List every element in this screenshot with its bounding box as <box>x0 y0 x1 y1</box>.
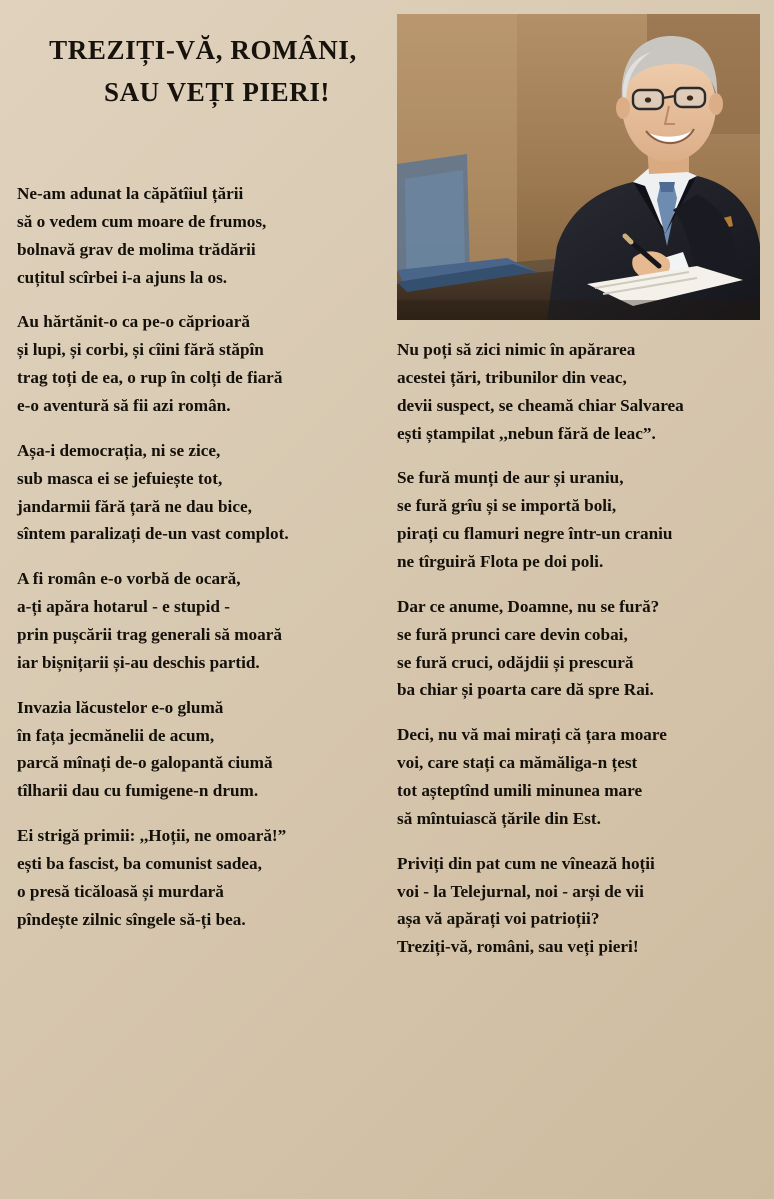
verse-line: o presă ticăloasă și murdară <box>17 881 224 901</box>
verse-line: acestei țări, tribunilor din veac, <box>397 367 627 387</box>
verse-line: Nu poți să zici nimic în apărarea <box>397 340 636 359</box>
verse-line: în fața jecmănelii de acum, <box>17 725 215 745</box>
stanza <box>397 336 765 447</box>
verse-line: se fură grîu și se importă boli, <box>397 496 617 516</box>
verse-line: prin pușcării trag generali să moară <box>17 625 282 645</box>
verse-line: sîntem paralizați de-un vast complot. <box>17 524 289 544</box>
stanza <box>17 180 389 291</box>
poem-left-column <box>17 180 389 934</box>
verse-line: tîlharii dau cu fumigene-n drum. <box>17 781 259 801</box>
verse-line: parcă mînați de-o galopantă ciumă <box>17 753 273 773</box>
verse-line: Priviți din pat cum ne vînează hoții <box>397 853 655 873</box>
verse-line: să o vedem cum moare de frumos, <box>17 211 267 231</box>
poem-right-column <box>397 336 765 961</box>
verse-line: bolnavă grav de molima trădării <box>17 239 256 259</box>
verse-line: voi - la Telejurnal, noi - arși de vii <box>397 881 644 901</box>
verse-line: sub masca ei se jefuiește tot, <box>17 468 223 488</box>
verse-line: ești ba fascist, ba comunist sadea, <box>17 854 262 874</box>
verse-line: e-o aventură să fii azi român. <box>17 396 231 416</box>
verse-line: și lupi, și corbi, și cîini fără stăpîn <box>17 340 264 360</box>
verse-line: ești ștampilat ,,nebun fără de leac”. <box>397 423 656 443</box>
verse-line: cuțitul scîrbei i-a ajuns la os. <box>17 267 228 287</box>
stanza <box>17 694 389 805</box>
verse-line: A fi român e-o vorbă de ocară, <box>17 569 241 589</box>
verse-line: ne tîrguiră Flota pe doi poli. <box>397 552 604 572</box>
verse-line: așa vă apărați voi patrioții? <box>397 909 600 929</box>
verse-line: Ei strigă primii: ,,Hoții, ne omoară!” <box>17 826 287 846</box>
verse-line: voi, care stați ca mămăliga-n țest <box>397 753 638 773</box>
verse-line: să mîntuiască țările din Est. <box>397 808 601 828</box>
verse-line: pîndește zilnic sîngele să-ți bea. <box>17 909 246 929</box>
stanza <box>397 464 765 575</box>
verse-line: jandarmii fără țară ne dau bice, <box>17 496 252 516</box>
verse-line: Deci, nu vă mai mirați că țara moare <box>397 725 667 745</box>
stanza <box>17 437 389 548</box>
portrait-photo <box>397 14 760 320</box>
verse-line: Treziți-vă, români, sau veți pieri! <box>397 937 639 957</box>
title-line-2: SAU VEȚI PIERI! <box>103 76 331 107</box>
verse-line: Dar ce anume, Doamne, nu se fură? <box>397 596 660 616</box>
title-line-1: TREZIȚI-VĂ, ROMÂNI, <box>49 35 357 65</box>
verse-line: trag toți de ea, o rup în colți de fiară <box>17 368 283 388</box>
verse-line: tot așteptînd umili minunea mare <box>397 781 643 801</box>
verse-line: Se fură munți de aur și uraniu, <box>397 468 624 488</box>
verse-line: Ne-am adunat la căpătîiul țării <box>17 184 244 203</box>
stanza <box>17 565 389 676</box>
verse-line: se fură prunci care devin cobai, <box>397 624 628 644</box>
verse-line: devii suspect, se cheamă chiar Salvarea <box>397 395 684 415</box>
verse-line: a-ți apăra hotarul - e stupid - <box>17 597 230 617</box>
page-title <box>14 30 392 114</box>
stanza <box>17 822 389 933</box>
stanza <box>17 308 389 419</box>
stanza <box>397 850 765 961</box>
verse-line: Invazia lăcustelor e-o glumă <box>17 697 224 717</box>
stanza <box>397 721 765 832</box>
verse-line: pirați cu flamuri negre într-un craniu <box>397 524 673 544</box>
verse-line: ba chiar și poarta care dă spre Rai. <box>397 680 654 700</box>
verse-line: se fură cruci, odăjdii și prescură <box>397 652 634 672</box>
verse-line: iar bișnițarii și-au deschis partid. <box>17 652 260 672</box>
stanza <box>397 593 765 704</box>
verse-line: Așa-i democrația, ni se zice, <box>17 440 221 460</box>
verse-line: Au hărtănit-o ca pe-o căprioară <box>17 312 250 332</box>
